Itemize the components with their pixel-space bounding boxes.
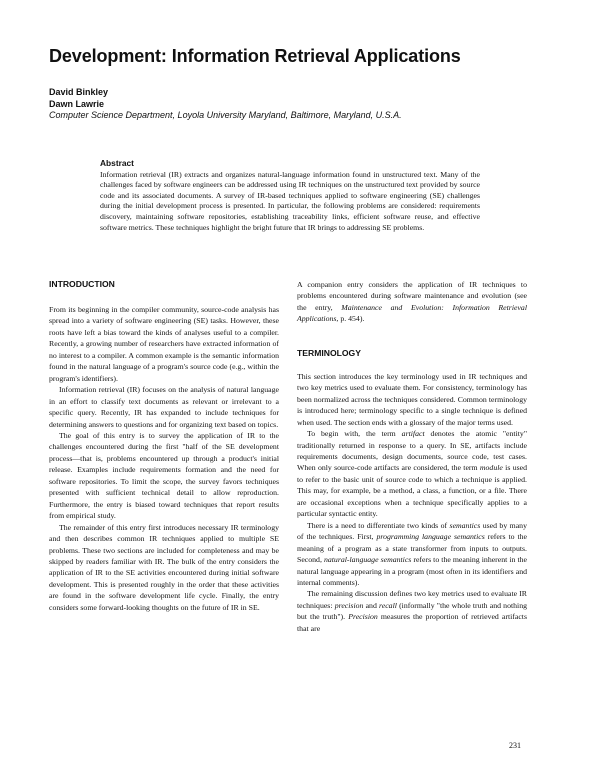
text-run: is used to refer to the basic unit of source code to which a technique is applied. This may, for example, be a method, a class, a function, or a file. There are occasional exceptions when a technique specifically applies to a particular syntactic entity.	[297, 463, 527, 519]
right-column	[297, 279, 527, 634]
text-run: A companion entry considers the application of IR techniques to problems encountered during software maintenance and evolution (see the entry,	[297, 280, 527, 312]
cross-reference: Maintenance and Evolution: Information Retrieval Applications	[297, 302, 527, 324]
text-run: measures the proportion of retrieved artifacts that are	[297, 612, 528, 633]
term: programming language semantics	[376, 532, 485, 542]
text-run: (informally "the whole truth and nothing but the truth").	[297, 600, 527, 622]
term: semantics	[449, 520, 481, 530]
term: artifact	[401, 429, 425, 439]
text-run: refers to the meaning of a program as a state transformer from inputs to outputs. Second,	[297, 532, 528, 565]
text-run: There is a need to differentiate two kinds of	[307, 520, 450, 530]
term: natural-language semantics	[323, 555, 412, 565]
term: precision	[334, 600, 364, 610]
text-run: The remaining discussion defines two key metrics used to evaluate IR techniques:	[297, 589, 527, 610]
text-run: used by many of the techniques. First,	[297, 520, 527, 542]
text-run: denotes the atomic "entity" traditionally returned in response to a query. In SE, artifacts include requirements documents, design documents, source code, test cases. When only source-code artifacts are considered, the term	[297, 429, 528, 473]
text-run: To begin with, the term	[307, 429, 402, 439]
page-number: 231	[509, 741, 521, 750]
paragraph: The remainder of this entry first introduces necessary IR terminology and then describes common IR techniques applied to multiple SE problems. These two sections are included for completeness and may be skipped by readers familiar with IR. The bulk of the entry considers the application of IR to the SE activities encountered during initial software development. This is presented roughly in the order that these activities are found in the software development life cycle. Finally, the entry considers some forward-looking thoughts on the future of IR in SE.	[49, 522, 279, 612]
paragraph: Information retrieval (IR) focuses on the analysis of natural language in an effort to classify text documents as relevant or irrelevant to a specific query. Recently, IR has expanded to include techniques for determining answers to questions and for organizing text based on topics.	[49, 385, 279, 429]
author-name: Dawn Lawrie	[49, 98, 105, 109]
article-title: Development: Information Retrieval Applications	[49, 46, 461, 66]
section-heading-introduction: INTRODUCTION	[49, 279, 115, 289]
paragraph: From its beginning in the compiler community, source-code analysis has spread into a variety of software engineering (SE) tasks. However, these roots have left a bias toward the kinds of analyses useful to a compiler. Recently, a growing number of researchers have extracted information of no interest to a compiler. A common example is the semantic information found in the natural language of a program's source code (e.g., within the program's identifiers).	[49, 305, 279, 383]
text-run: refers to the meaning inherent in the natural language appearing in a program (most often in its identifiers and internal comments).	[297, 555, 527, 587]
left-column	[49, 279, 279, 613]
abstract-label: Abstract	[100, 158, 134, 168]
text-run: , p. 454).	[336, 314, 365, 324]
author-block	[49, 87, 549, 122]
text-run: and	[363, 600, 380, 610]
paragraph	[297, 588, 527, 634]
paragraph: The goal of this entry is to survey the application of IR to the challenges encountered during the first "half of the SE development process—that is, problems encountered up through a product's initial release. Examples include requirements formation and the need for software repositories. To limit the scope, the survey favors techniques presented with sufficient technical detail to allow reproduction. Furthermore, the entry is biased toward techniques that report results from empirical study.	[49, 430, 279, 521]
paragraph	[297, 520, 527, 589]
paragraph: This section introduces the key terminology used in IR techniques and two key metrics used to evaluate them. For consistency, terminology has been normalized across the techniques considered. Common terminology is introduced here; terminology specific to a single technique is defined when used. The section ends with a glossary of the major terms used.	[297, 371, 527, 427]
paragraph-companion	[297, 279, 527, 325]
term: module	[479, 463, 503, 473]
term: Precision	[348, 612, 378, 622]
abstract-text: Information retrieval (IR) extracts and organizes natural-language information found in unstructured text. Many of the challenges faced by software engineers can be addressed using IR techniques on the unstructured text provided by source code and its associated documents. A survey of IR-based techniques applied to software engineering (SE) challenges during the initial development process is presented. In particular, the following problems are considered: requirements discovery, maintaining software repositories, establishing traceability links, efficient software reuse, and effective software metrics. These techniques highlight the bright future that IR brings to addressing SE problems.	[100, 169, 480, 232]
paragraph	[297, 428, 527, 520]
section-heading-terminology: TERMINOLOGY	[297, 347, 361, 358]
term: recall	[379, 600, 397, 610]
author-affiliation: Computer Science Department, Loyola University Maryland, Baltimore, Maryland, U.S.A.	[49, 110, 402, 120]
author-name: David Binkley	[49, 87, 109, 97]
abstract	[100, 158, 480, 233]
